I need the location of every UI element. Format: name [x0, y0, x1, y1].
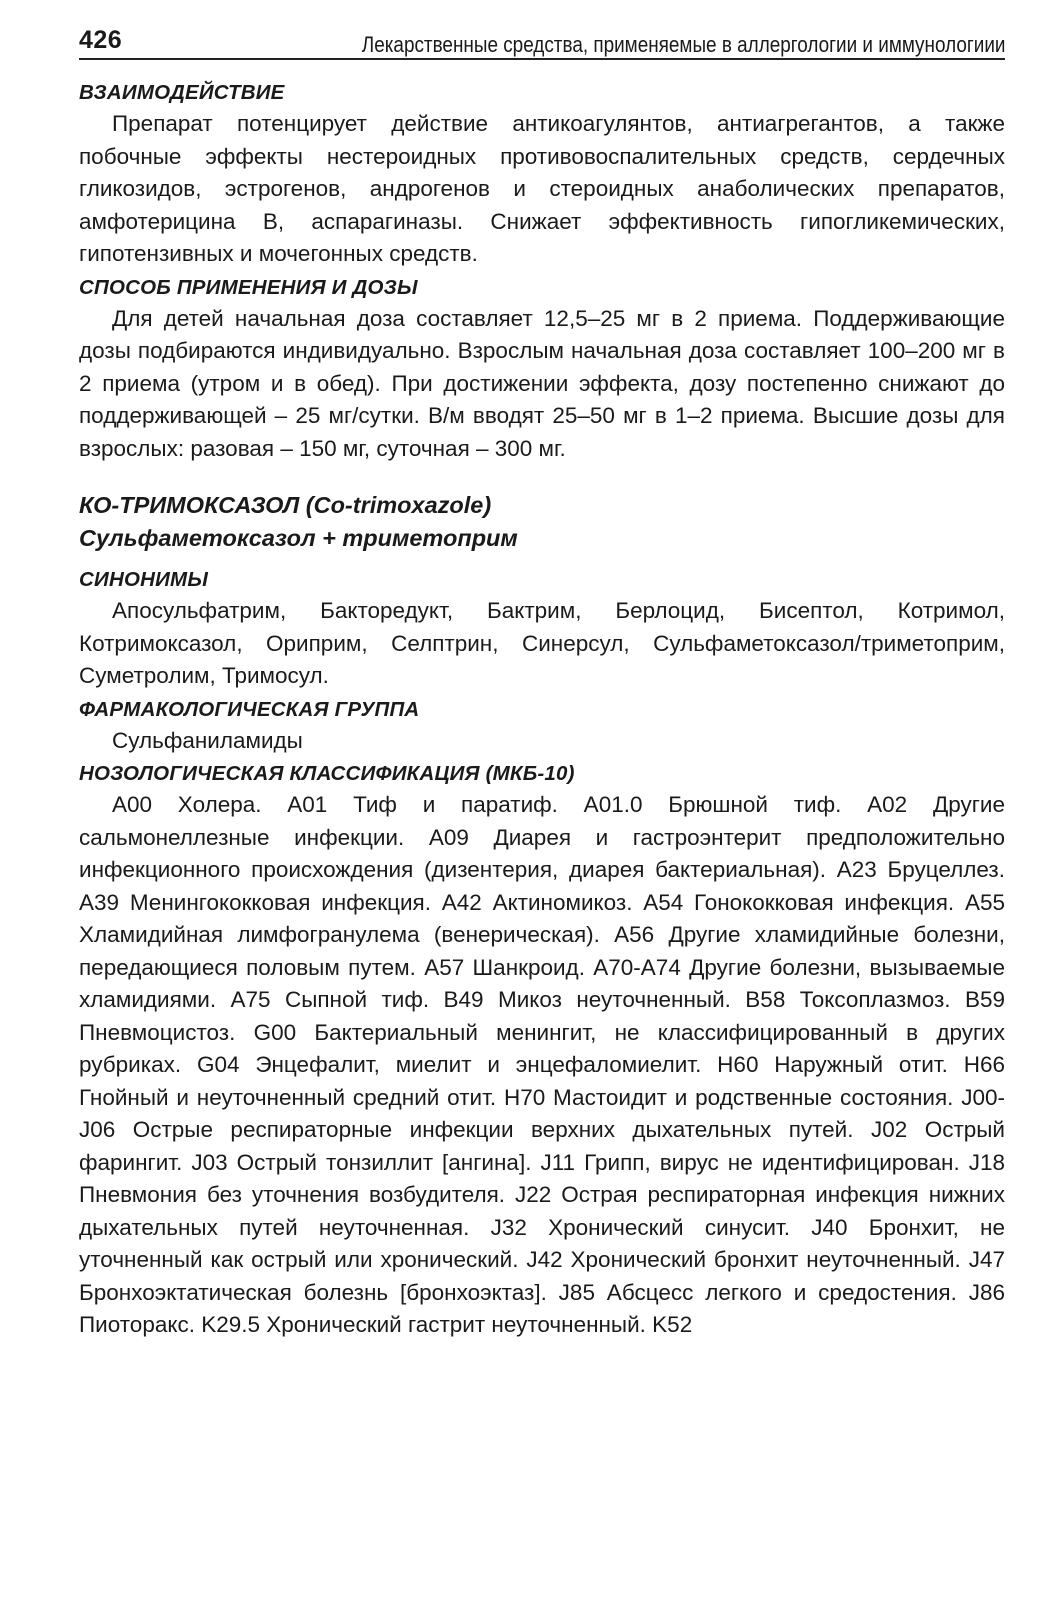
interaction-section — [79, 78, 1005, 271]
nosology-text: A00 Холера. A01 Тиф и паратиф. A01.0 Брюшной тиф. A02 Другие сальмонеллезные инфекции. A09 Диарея и гастроэнтерит предположительно инфекционного происхождения (дизентерия, диарея бактериальная). A23 Бруцеллез. A39 Менингококковая инфекция. A42 Актиномикоз. A54 Гонококковая инфекция. A55 Хламидийная лимфогранулема (венерическая). A56 Другие хламидийные болезни, передающиеся половым путем. A57 Шанкроид. A70-A74 Другие болезни, вызываемые хламидиями. A75 Сыпной тиф. B49 Микоз неуточненный. B58 Токсоплазмоз. B59 Пневмоцистоз. G00 Бактериальный менингит, не классифицированный в других рубриках. G04 Энцефалит, миелит и энцефаломиелит. H60 Наружный отит. H66 Гнойный и неуточненный средний отит. H70 Мастоидит и родственные состояния. J00-J06 Острые респираторные инфекции верхних дыхательных путей. J02 Острый фарингит. J03 Острый тонзиллит [ангина]. J11 Грипп, вирус не идентифицирован. J18 Пневмония без уточнения возбудителя. J22 Острая респираторная инфекция нижних дыхательных путей неуточненная. J32 Хронический синусит. J40 Бронхит, не уточненный как острый или хронический. J42 Хронический бронхит неуточненный. J47 Бронхоэктатическая болезнь [бронхоэктаз]. J85 Абсцесс легкого и средостения. J86 Пиоторакс. K29.5 Хронический гастрит неуточненный. K52 — [79, 792, 1005, 1337]
page-number: 426 — [79, 26, 123, 54]
interaction-heading: ВЗАИМОДЕЙСТВИЕ — [79, 81, 285, 104]
drug-entry — [79, 489, 1005, 1342]
nosology-heading: НОЗОЛОГИЧЕСКАЯ КЛАССИФИКАЦИЯ (МКБ-10) — [79, 762, 575, 785]
page-header — [79, 22, 1005, 62]
pharm-group-heading: ФАРМАКОЛОГИЧЕСКАЯ ГРУППА — [79, 697, 420, 721]
interaction-text: Препарат потенцирует действие антикоагулянтов, антиагрегантов, а также побочные эффекты нестероидных противовоспалительных средств, сердечных гликозидов, эстрогенов, андрогенов и стероидных анаболических препаратов, амфотерицина В, аспарагиназы. Снижает эффективность гипогликемических, гипотензивных и мочегонных средств. — [79, 111, 1005, 266]
running-title: Лекарственные средства, применяемые в аллергологии и иммунологиии — [361, 32, 1005, 57]
drug-subtitle: Сульфаметоксазол + триметоприм — [79, 525, 518, 551]
synonyms-text: Апосульфатрим, Бакторедукт, Бактрим, Берлоцид, Бисептол, Котримол, Котримоксазол, Ориприм, Селптрин, Синерсул, Сульфаметоксазол/триметоприм, Суметролим, Тримосул. — [79, 598, 1005, 688]
dosage-section — [79, 273, 1005, 466]
header-rule — [79, 58, 1005, 60]
synonyms-heading: СИНОНИМЫ — [79, 568, 209, 591]
dosage-heading: СПОСОБ ПРИМЕНЕНИЯ И ДОЗЫ — [79, 275, 418, 299]
dosage-text: Для детей начальная доза составляет 12,5–25 мг в 2 приема. Поддерживающие дозы подбираются индивидуально. Взрослым начальная доза составляет 100–200 мг в 2 приема (утром и в обед). При достижении эффекта, дозу постепенно снижают до поддерживающей – 25 мг/сутки. В/м вводят 25–50 мг в 1–2 приема. Высшие дозы для взрослых: разовая – 150 мг, суточная – 300 мг. — [79, 305, 1005, 461]
pharm-group-text: Сульфаниламиды — [112, 727, 303, 753]
page-content — [79, 78, 1005, 1342]
drug-title: КО-ТРИМОКСАЗОЛ (Co-trimoxazole) — [79, 492, 492, 518]
